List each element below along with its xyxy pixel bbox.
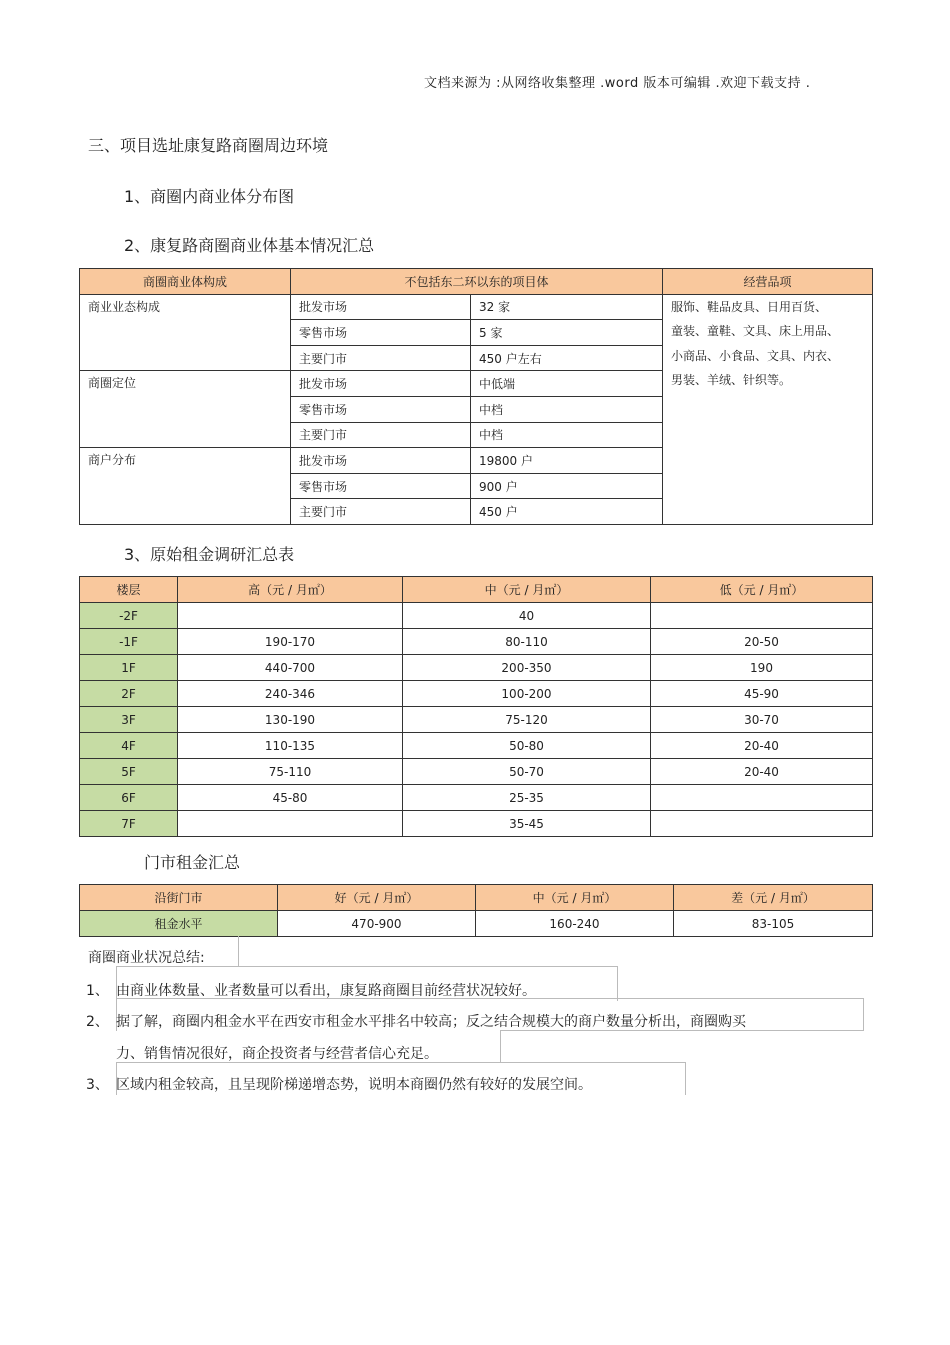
table-cell: 20-40 bbox=[651, 759, 873, 785]
section-title: 三、项目选址康复路商圈周边环境 bbox=[88, 136, 329, 155]
header-cell: 经营品项 bbox=[663, 269, 873, 295]
table-cell: 20-40 bbox=[651, 733, 873, 759]
subheading-distribution-map: 1、商圈内商业体分布图 bbox=[124, 187, 295, 206]
table-cell: 190-170 bbox=[178, 629, 403, 655]
table-row bbox=[80, 811, 873, 837]
table-cell bbox=[651, 785, 873, 811]
table-cell: 批发市场 bbox=[291, 371, 471, 397]
table-cell: 19800 户 bbox=[471, 448, 663, 474]
table-cell: 32 家 bbox=[471, 294, 663, 320]
summary-item-text: 区域内租金较高，且呈现阶梯递增态势，说明本商圈仍然有较好的发展空间。 bbox=[116, 1077, 592, 1093]
header-cell: 好（元 / 月㎡） bbox=[278, 885, 476, 911]
table-cell bbox=[651, 603, 873, 629]
floor-cell: 7F bbox=[80, 811, 178, 837]
table-cell: 50-80 bbox=[403, 733, 651, 759]
text-frame bbox=[500, 1030, 863, 1063]
table-cell: 35-45 bbox=[403, 811, 651, 837]
table-cell: 30-70 bbox=[651, 707, 873, 733]
summary-item-number: 1、 bbox=[86, 983, 109, 999]
table-cell: 130-190 bbox=[178, 707, 403, 733]
summary-item-number: 2、 bbox=[86, 1014, 109, 1030]
floor-cell: 1F bbox=[80, 655, 178, 681]
header-cell: 高（元 / 月㎡） bbox=[178, 577, 403, 603]
table-cell: 零售市场 bbox=[291, 320, 471, 346]
table-cell: 450 户 bbox=[471, 499, 663, 525]
floor-cell: -2F bbox=[80, 603, 178, 629]
summary-item-text: 力、销售情况很好，商企投资者与经营者信心充足。 bbox=[116, 1046, 438, 1062]
table-row bbox=[80, 911, 873, 937]
goods-line: 小商品、小食品、文具、内衣、 bbox=[671, 348, 840, 363]
table-cell: 470-900 bbox=[278, 911, 476, 937]
header-note: 文档来源为 :从网络收集整理 .word 版本可编辑 .欢迎下载支持 . bbox=[424, 76, 811, 91]
header-cell: 低（元 / 月㎡） bbox=[651, 577, 873, 603]
header-cell: 中（元 / 月㎡） bbox=[403, 577, 651, 603]
table-header-row bbox=[80, 577, 873, 603]
goods-line: 男装、羊绒、针织等。 bbox=[671, 373, 792, 388]
table-cell: 主要门市 bbox=[291, 422, 471, 448]
table-cell bbox=[178, 811, 403, 837]
header-cell: 沿街门市 bbox=[80, 885, 278, 911]
table-cell: 中档 bbox=[471, 422, 663, 448]
floor-cell: 4F bbox=[80, 733, 178, 759]
table-cell: 75-110 bbox=[178, 759, 403, 785]
table-cell: 零售市场 bbox=[291, 396, 471, 422]
table-cell: 主要门市 bbox=[291, 499, 471, 525]
table-row bbox=[80, 294, 873, 320]
subheading-basic-summary: 2、康复路商圈商业体基本情况汇总 bbox=[124, 236, 375, 255]
floor-cell: 3F bbox=[80, 707, 178, 733]
floor-cell: 5F bbox=[80, 759, 178, 785]
table-cell: 83-105 bbox=[674, 911, 873, 937]
table-cell: 25-35 bbox=[403, 785, 651, 811]
summary-item-number: 3、 bbox=[86, 1077, 109, 1093]
table-cell: 45-80 bbox=[178, 785, 403, 811]
category-cell: 商圈定位 bbox=[80, 371, 291, 448]
goods-cell bbox=[663, 294, 873, 524]
table-row bbox=[80, 759, 873, 785]
table-cell: 50-70 bbox=[403, 759, 651, 785]
header-cell: 不包括东二环以东的项目体 bbox=[291, 269, 663, 295]
category-cell: 商户分布 bbox=[80, 448, 291, 525]
table-row bbox=[80, 681, 873, 707]
table-row bbox=[80, 785, 873, 811]
floor-cell: 6F bbox=[80, 785, 178, 811]
table-header-row bbox=[80, 885, 873, 911]
header-cell: 楼层 bbox=[80, 577, 178, 603]
table-row bbox=[80, 655, 873, 681]
table-cell: 5 家 bbox=[471, 320, 663, 346]
floor-cell: 2F bbox=[80, 681, 178, 707]
table-row bbox=[80, 603, 873, 629]
table-cell: 中低端 bbox=[471, 371, 663, 397]
header-cell: 中（元 / 月㎡） bbox=[476, 885, 674, 911]
subheading-storefront-rent: 门市租金汇总 bbox=[144, 853, 241, 872]
table-cell: 100-200 bbox=[403, 681, 651, 707]
goods-line: 服饰、鞋品皮具、日用百货、 bbox=[671, 299, 828, 314]
table-cell: 主要门市 bbox=[291, 345, 471, 371]
table-cell: 批发市场 bbox=[291, 448, 471, 474]
table-cell: 40 bbox=[403, 603, 651, 629]
table-cell: 240-346 bbox=[178, 681, 403, 707]
table-cell: 200-350 bbox=[403, 655, 651, 681]
table-cell: 450 户左右 bbox=[471, 345, 663, 371]
table-cell: 160-240 bbox=[476, 911, 674, 937]
table-cell bbox=[178, 603, 403, 629]
table-cell: 440-700 bbox=[178, 655, 403, 681]
table-row bbox=[80, 629, 873, 655]
table-row bbox=[80, 733, 873, 759]
business-summary-table bbox=[79, 268, 873, 525]
summary-title: 商圈商业状况总结: bbox=[88, 950, 205, 966]
table-cell: 75-120 bbox=[403, 707, 651, 733]
table-cell: 中档 bbox=[471, 396, 663, 422]
table-cell: 110-135 bbox=[178, 733, 403, 759]
row-label-cell: 租金水平 bbox=[80, 911, 278, 937]
table-cell: 批发市场 bbox=[291, 294, 471, 320]
summary-item-text: 由商业体数量、业者数量可以看出，康复路商圈目前经营状况较好。 bbox=[116, 983, 536, 999]
table-cell: 零售市场 bbox=[291, 473, 471, 499]
table-row bbox=[80, 707, 873, 733]
table-cell: 190 bbox=[651, 655, 873, 681]
table-cell bbox=[651, 811, 873, 837]
category-cell: 商业业态构成 bbox=[80, 294, 291, 371]
table-cell: 45-90 bbox=[651, 681, 873, 707]
subheading-rent-survey: 3、原始租金调研汇总表 bbox=[124, 545, 295, 564]
table-cell: 20-50 bbox=[651, 629, 873, 655]
storefront-rent-table bbox=[79, 884, 873, 937]
table-header-row bbox=[80, 269, 873, 295]
header-cell: 商圈商业体构成 bbox=[80, 269, 291, 295]
table-cell: 900 户 bbox=[471, 473, 663, 499]
table-cell: 80-110 bbox=[403, 629, 651, 655]
header-cell: 差（元 / 月㎡） bbox=[674, 885, 873, 911]
goods-line: 童装、童鞋、文具、床上用品、 bbox=[671, 324, 840, 339]
rent-survey-table bbox=[79, 576, 873, 837]
summary-item-text: 据了解，商圈内租金水平在西安市租金水平排名中较高；反之结合规模大的商户数量分析出，商圈购买 bbox=[116, 1014, 746, 1030]
floor-cell: -1F bbox=[80, 629, 178, 655]
